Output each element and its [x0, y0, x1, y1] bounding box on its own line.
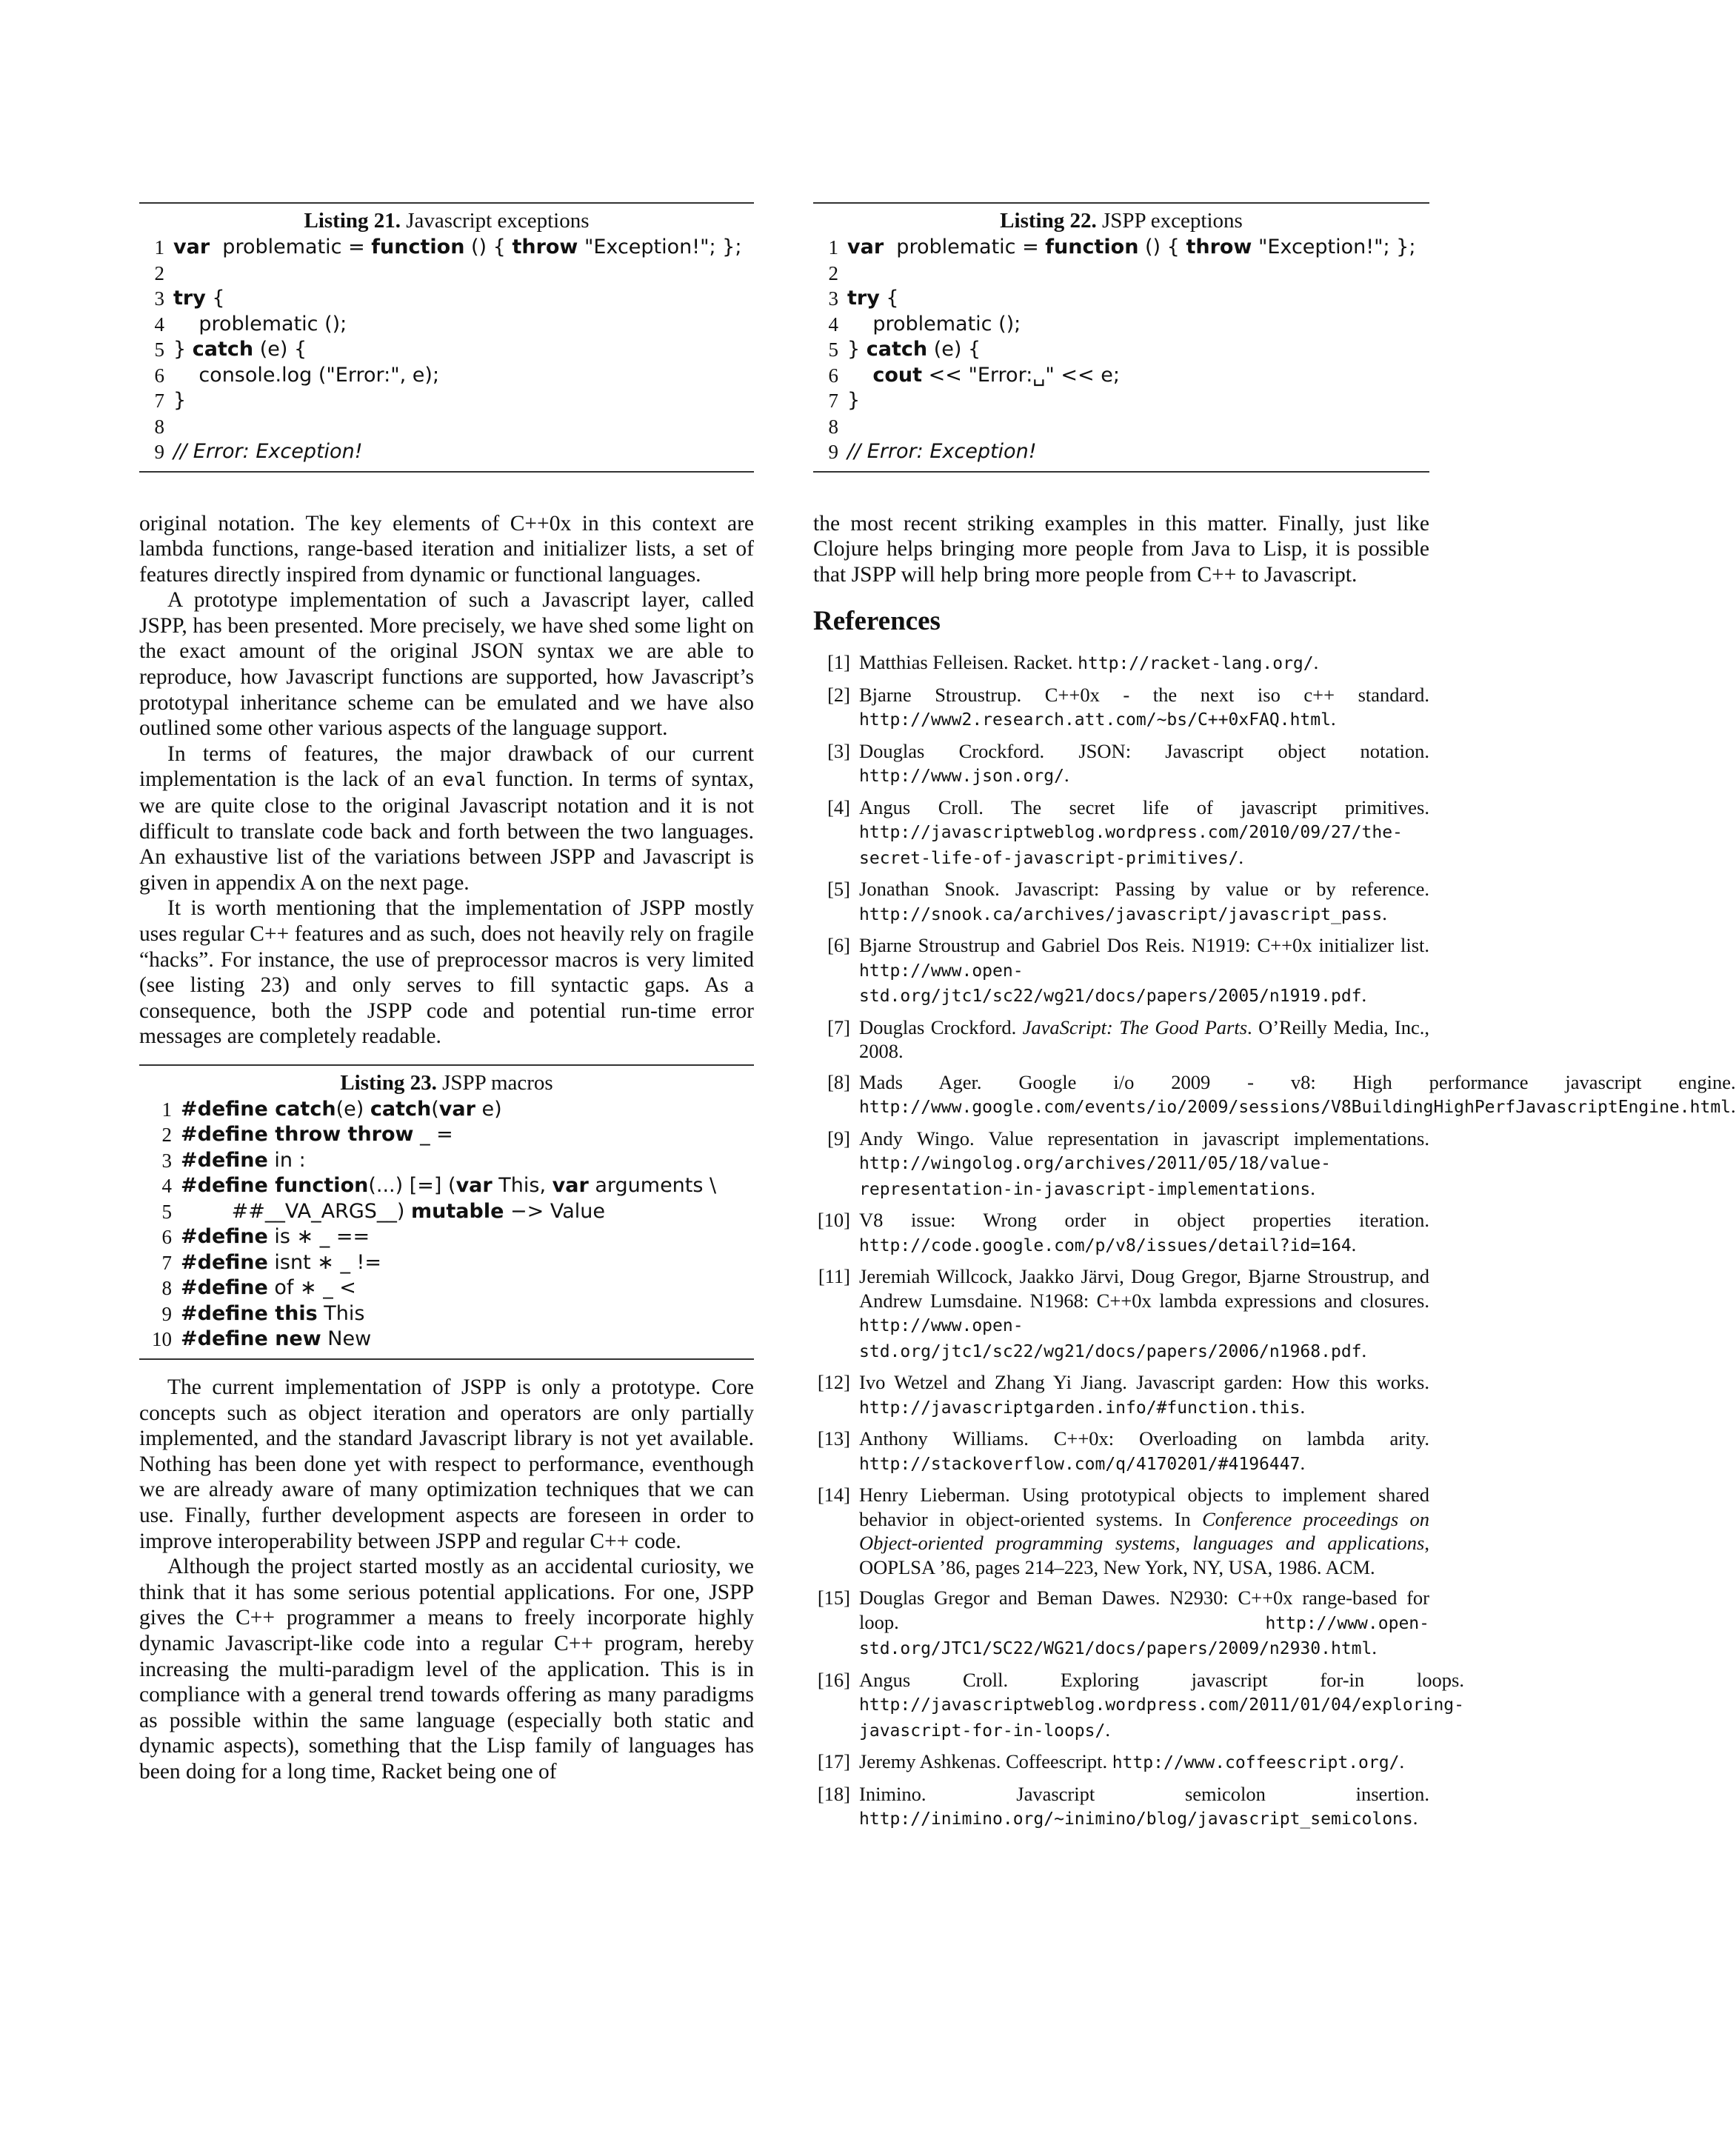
reference-url[interactable]: http://www.json.org/ — [859, 767, 1064, 787]
line-number: 8 — [154, 415, 164, 438]
code-text: var problematic = function () { throw "Exception!"; }; — [173, 236, 742, 258]
reference-url[interactable]: http://javascriptweblog.wordpress.com/2011/01/04/exploring-javascript-for-in-loops/ — [859, 1695, 1464, 1741]
reference-number: [15] — [817, 1587, 850, 1609]
right-column — [813, 202, 1736, 1838]
reference-item — [813, 1015, 1429, 1064]
line-number: 1 — [154, 236, 164, 258]
reference-number: [4] — [827, 795, 850, 818]
paragraph: A prototype implementation of such a Javascript layer, called JSPP, has been presented. More precisely, we have shed some light on the exact amount of the original JSON syntax we are able to reproduce, how Javascript functions are supported, how Javascript’s prototypal inheritance scheme can be emulated and we have also outlined some other various aspects of the language support. — [139, 588, 754, 741]
code-text: // Error: Exception! — [173, 440, 363, 463]
code-line — [813, 414, 1429, 440]
code-block — [139, 1097, 754, 1352]
code-line — [139, 1122, 754, 1148]
reference-url[interactable]: http://www.google.com/events/io/2009/sessions/V8BuildingHighPerfJavascriptEngine.html — [859, 1098, 1732, 1118]
reference-number: [17] — [817, 1750, 850, 1773]
line-number: 3 — [154, 287, 164, 310]
code-line — [813, 235, 1429, 261]
code-line — [813, 363, 1429, 389]
reference-text: Angus Croll. The secret life of javascript primitives. http://javascriptweblog.wordpress.com/2010/09/27/the-secret-life-of-javascript-primitives/. — [859, 795, 1429, 868]
code-text: #define function(...) [=] (var This, var arguments \ — [181, 1174, 717, 1198]
code-line — [139, 1148, 754, 1174]
code-text: #define throw throw _ = — [181, 1123, 453, 1147]
line-number: 7 — [154, 390, 164, 412]
code-line — [139, 1327, 754, 1352]
reference-url[interactable]: http://www2.research.att.com/~bs/C++0xFAQ.html — [859, 710, 1331, 730]
line-number: 6 — [828, 364, 838, 387]
reference-number: [2] — [827, 683, 850, 706]
code-line — [139, 363, 754, 389]
reference-item — [813, 1127, 1429, 1202]
code-text: try { — [173, 287, 225, 310]
code-line — [139, 1199, 754, 1225]
reference-number: [9] — [827, 1127, 850, 1150]
line-number: 7 — [828, 390, 838, 412]
reference-item — [813, 1782, 1429, 1832]
code-text: #define new New — [181, 1327, 372, 1351]
line-number: 4 — [161, 1175, 172, 1198]
code-text: #define this This — [181, 1301, 365, 1325]
code-text: #define of ∗ _ < — [181, 1276, 356, 1300]
line-number: 1 — [828, 236, 838, 258]
reference-item — [813, 1264, 1429, 1364]
reference-url[interactable]: http://racket-lang.org/ — [1078, 654, 1314, 674]
code-line — [139, 261, 754, 287]
reference-item — [813, 1749, 1429, 1775]
code-line — [139, 337, 754, 363]
listing-caption — [139, 208, 754, 233]
line-number: 5 — [154, 338, 164, 361]
code-text: cout << "Error:␣" << e; — [872, 363, 1120, 387]
code-line — [813, 286, 1429, 312]
reference-item — [813, 739, 1429, 789]
line-number: 4 — [828, 313, 838, 336]
reference-text: Douglas Gregor and Beman Dawes. N2930: C++0x range-based for loop. http://www.open-std.org/JTC1/SC22/WG21/docs/papers/2009/n2930.html. — [859, 1587, 1429, 1659]
reference-number: [5] — [827, 878, 850, 901]
line-number: 2 — [828, 261, 838, 284]
reference-number: [1] — [827, 651, 850, 674]
conclusion-text-part-1 — [139, 511, 754, 741]
listing-title: JSPP exceptions — [1101, 209, 1243, 233]
reference-number: [11] — [818, 1265, 850, 1288]
reference-text: Anthony Williams. C++0x: Overloading on lambda arity. http://stackoverflow.com/q/4170201/#4196447. — [859, 1427, 1429, 1474]
line-number: 3 — [161, 1149, 172, 1172]
reference-text: Angus Croll. Exploring javascript for-in loops. http://javascriptweblog.wordpress.com/2011/01/04/exploring-javascript-for-in-loops/. — [859, 1668, 1464, 1741]
reference-url[interactable]: http://www.coffeescript.org/ — [1112, 1753, 1400, 1773]
code-line — [139, 1097, 754, 1123]
code-text: try { — [847, 287, 899, 310]
reference-text: Douglas Crockford. JSON: Javascript object notation. http://www.json.org/. — [859, 739, 1429, 787]
reference-text: Bjarne Stroustrup. C++0x - the next iso c++ standard. http://www2.research.att.com/~bs/C++0xFAQ.html. — [859, 683, 1429, 730]
paragraph: The current implementation of JSPP is only a prototype. Core concepts such as object iteration and operators are only partially implemented, and the standard Javascript library is not yet available. Nothing has been done yet with respect to performance, eventhough we are already aware of many optimization techniques that we can use. Finally, further development aspects are foreseen in order to improve interoperability between JSPP and regular C++ code. — [139, 1375, 754, 1553]
reference-item — [813, 1208, 1429, 1258]
code-line — [813, 312, 1429, 338]
paragraph-eval: In terms of features, the major drawback of our current implementation is the lack of an eval function. In terms of syntax, we are quite close to the original Javascript notation and it is not difficult to translate code back and forth between the two languages. An exhaustive list of the variations between JSPP and Javascript is given in appendix A on the next page. — [139, 741, 754, 895]
listing-21 — [139, 202, 754, 473]
reference-item — [813, 1586, 1429, 1661]
reference-item — [813, 1483, 1429, 1579]
line-number: 3 — [828, 287, 838, 310]
reference-number: [8] — [827, 1070, 850, 1093]
code-line — [139, 312, 754, 338]
reference-number: [10] — [817, 1209, 850, 1232]
line-number: 4 — [154, 313, 164, 336]
code-text: #define isnt ∗ _ != — [181, 1250, 381, 1274]
code-line — [139, 388, 754, 414]
left-column — [139, 202, 754, 1784]
conclusion-text-part-2 — [139, 895, 754, 1050]
inline-code: eval — [442, 769, 487, 791]
line-number: 10 — [152, 1328, 172, 1351]
reference-number: [7] — [827, 1015, 850, 1038]
code-line — [139, 1173, 754, 1199]
listing-title: JSPP macros — [442, 1070, 553, 1095]
reference-url[interactable]: http://javascriptweblog.wordpress.com/2010/09/27/the-secret-life-of-javascript-primitives/ — [859, 823, 1403, 868]
reference-number: [12] — [817, 1371, 850, 1394]
reference-url[interactable]: http://www.open-std.org/jtc1/sc22/wg21/docs/papers/2005/n1919.pdf — [859, 961, 1362, 1007]
reference-item — [813, 650, 1429, 676]
reference-number: [18] — [817, 1782, 850, 1805]
paragraph: original notation. The key elements of C++0x in this context are lambda functions, range-based iteration and initializer lists, a set of features directly inspired from dynamic or functional languages. — [139, 511, 754, 587]
code-line — [813, 261, 1429, 287]
reference-url[interactable]: http://wingolog.org/archives/2011/05/18/value-representation-in-javascript-implementations — [859, 1154, 1331, 1199]
code-line — [139, 286, 754, 312]
reference-text: Jeremiah Willcock, Jaakko Järvi, Doug Gregor, Bjarne Stroustrup, and Andrew Lumsdaine. N1968: C++0x lambda expressions and closures. http://www.open-std.org/jtc1/sc22/wg21/docs/papers/2006/n1968.pdf. — [859, 1265, 1429, 1361]
reference-text: Bjarne Stroustrup and Gabriel Dos Reis. N1919: C++0x initializer list. http://www.open-std.org/jtc1/sc22/wg21/docs/papers/2005/n1919.pdf. — [859, 934, 1429, 1007]
reference-text: Mads Ager. Google i/o 2009 - v8: High performance javascript engine. http://www.google.com/events/io/2009/sessions/V8BuildingHighPerfJavascriptEngine.html. — [859, 1070, 1736, 1118]
reference-item — [813, 1427, 1429, 1476]
line-number: 5 — [161, 1200, 172, 1223]
code-text: } — [173, 389, 187, 412]
reference-number: [16] — [817, 1668, 850, 1691]
code-text: #define catch(e) catch(var e) — [181, 1097, 502, 1121]
reference-text: Henry Lieberman. Using prototypical objects to implement shared behavior in object-oriented systems. In Conference proceedings on Object-oriented programming systems, languages and applications, OOPLSA ’86, pages 214–223, New York, NY, USA, 1986. ACM. — [859, 1484, 1429, 1578]
paragraph-continued: the most recent striking examples in this matter. Finally, just like Clojure helps bringing more people from Java to Lisp, it is possible that JSPP will help bring more people from C++ to Javascript. — [813, 511, 1429, 587]
code-line — [139, 235, 754, 261]
reference-text: Douglas Crockford. JavaScript: The Good Parts. O’Reilly Media, Inc., 2008. — [859, 1015, 1429, 1063]
listing-label: Listing 22. — [1000, 209, 1097, 233]
code-line — [139, 1250, 754, 1276]
code-line — [139, 1301, 754, 1327]
references-list — [813, 650, 1736, 1832]
references-heading: References — [813, 606, 941, 637]
code-text: problematic (); — [173, 312, 347, 336]
reference-item — [813, 1070, 1736, 1120]
listing-caption — [813, 208, 1429, 233]
code-text: console.log ("Error:", e); — [173, 363, 440, 387]
reference-number: [13] — [817, 1427, 850, 1450]
listing-label: Listing 23. — [340, 1070, 437, 1095]
line-number: 7 — [161, 1251, 172, 1274]
listing-22 — [813, 202, 1429, 473]
code-line — [813, 337, 1429, 363]
listing-title: Javascript exceptions — [406, 209, 590, 233]
code-block — [813, 235, 1429, 465]
reference-item — [813, 877, 1429, 927]
line-number: 9 — [154, 441, 164, 463]
reference-url[interactable]: http://www.open-std.org/JTC1/SC22/WG21/docs/papers/2009/n2930.html — [859, 1613, 1429, 1659]
line-number: 1 — [161, 1098, 172, 1121]
reference-text: Matthias Felleisen. Racket. http://racket-lang.org/. — [859, 651, 1319, 674]
reference-item — [813, 1370, 1429, 1420]
code-text: } — [847, 389, 861, 412]
line-number: 8 — [828, 415, 838, 438]
reference-text: Ivo Wetzel and Zhang Yi Jiang. Javascript garden: How this works. http://javascriptgarden.info/#function.this. — [859, 1371, 1429, 1418]
code-block — [139, 235, 754, 465]
reference-text: V8 issue: Wrong order in object properties iteration. http://code.google.com/p/v8/issues/detail?id=164. — [859, 1209, 1429, 1255]
reference-url[interactable]: http://stackoverflow.com/q/4170201/#4196447 — [859, 1454, 1301, 1474]
code-text: var problematic = function () { throw "Exception!"; }; — [847, 236, 1416, 258]
code-line — [139, 414, 754, 440]
listing-label: Listing 21. — [304, 209, 401, 233]
reference-item — [813, 933, 1429, 1009]
reference-url[interactable]: http://code.google.com/p/v8/issues/detail?id=164 — [859, 1235, 1352, 1255]
line-number: 5 — [828, 338, 838, 361]
line-number: 2 — [161, 1124, 172, 1147]
code-text: } catch (e) { — [847, 338, 981, 361]
code-text: } catch (e) { — [173, 338, 307, 361]
line-number: 8 — [161, 1277, 172, 1300]
line-number: 2 — [154, 261, 164, 284]
code-line — [813, 388, 1429, 414]
code-text: problematic (); — [847, 312, 1021, 336]
paragraph: Although the project started mostly as an accidental curiosity, we think that it has some serious potential applications. For one, JSPP gives the C++ programmer a means to freely incorporate highly dynamic Javascript-like code into a regular C++ program, hereby increasing the multi-paradigm level of the application. This is in compliance with a general trend towards offering as many paradigms as possible within the same language (especially both static and dynamic aspects), something that the Lisp family of languages has been doing for a long time, Racket being one of — [139, 1555, 754, 1784]
reference-text: Andy Wingo. Value representation in javascript implementations. http://wingolog.org/archives/2011/05/18/value-representation-in-javascript-implementations. — [859, 1127, 1429, 1199]
reference-item — [813, 683, 1429, 733]
reference-text: Jeremy Ashkenas. Coffeescript. http://www.coffeescript.org/. — [859, 1750, 1405, 1773]
line-number: 6 — [154, 364, 164, 387]
conclusion-text-part-3 — [139, 1375, 754, 1785]
reference-item — [813, 795, 1429, 871]
code-text: // Error: Exception! — [847, 440, 1037, 463]
listing-23 — [139, 1064, 754, 1360]
code-text: ##__VA_ARGS__) mutable −> Value — [181, 1199, 605, 1223]
reference-number: [14] — [817, 1484, 850, 1507]
reference-text: Inimino. Javascript semicolon insertion. http://inimino.org/~inimino/blog/javascript_semicolons. — [859, 1782, 1429, 1829]
reference-url[interactable]: http://javascriptgarden.info/#function.this — [859, 1398, 1301, 1418]
code-text: #define in : — [181, 1148, 306, 1172]
code-line — [139, 1224, 754, 1250]
code-line — [813, 439, 1429, 465]
code-text: #define is ∗ _ == — [181, 1225, 370, 1249]
paragraph: It is worth mentioning that the implementation of JSPP mostly uses regular C++ features and as such, does not heavily rely on fragile “hacks”. For instance, the use of preprocessor macros is very limited (see listing 23) and only serves to fill syntactic gaps. As a consequence, both the JSPP code and potential run-time error messages are completely readable. — [139, 896, 754, 1049]
line-number: 9 — [161, 1302, 172, 1325]
reference-item — [813, 1668, 1464, 1744]
line-number: 9 — [828, 441, 838, 463]
line-number: 6 — [161, 1226, 172, 1249]
reference-number: [6] — [827, 934, 850, 957]
reference-url[interactable]: http://inimino.org/~inimino/blog/javascript_semicolons — [859, 1809, 1413, 1829]
reference-url[interactable]: http://www.open-std.org/jtc1/sc22/wg21/docs/papers/2006/n1968.pdf — [859, 1316, 1362, 1361]
reference-url[interactable]: http://snook.ca/archives/javascript/javascript_pass — [859, 904, 1383, 924]
reference-text: Jonathan Snook. Javascript: Passing by value or by reference. http://snook.ca/archives/javascript/javascript_pass. — [859, 878, 1429, 924]
listing-caption — [139, 1070, 754, 1095]
code-line — [139, 1275, 754, 1301]
reference-number: [3] — [827, 739, 850, 762]
code-line — [139, 439, 754, 465]
